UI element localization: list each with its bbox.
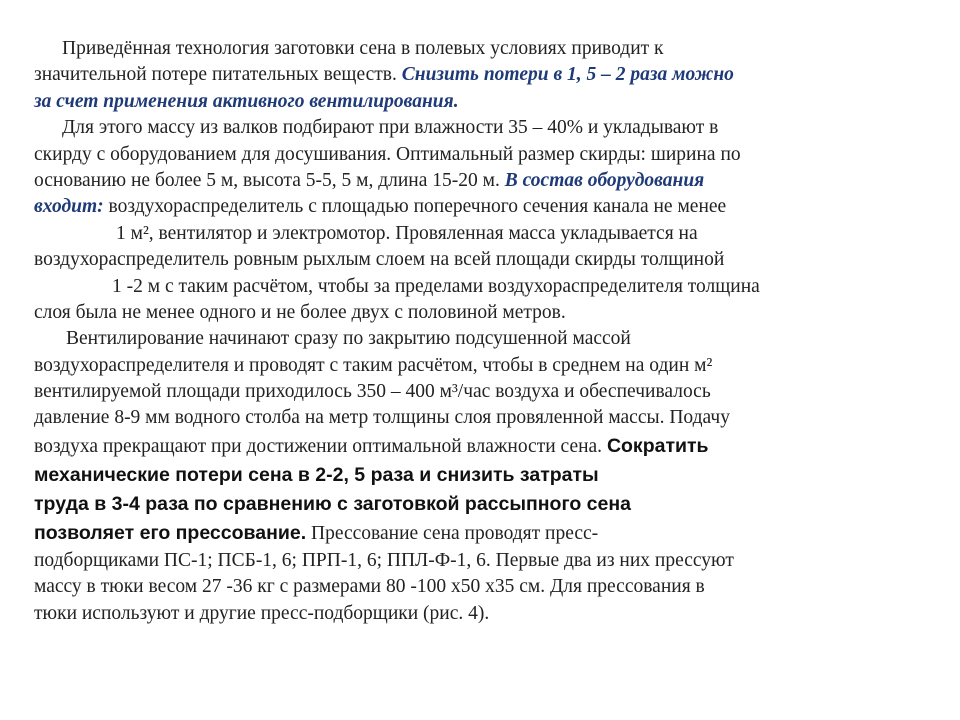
text-run: воздухораспределитель с площадью поперечного сечения канала не менее xyxy=(103,196,727,218)
text-run: основанию не более 5 м, высота 5-5, 5 м, длина 15-20 м. xyxy=(34,169,505,191)
paragraph-3-line-2 xyxy=(34,353,914,379)
text-run: тюки используют и другие пресс-подборщики (рис. 4). xyxy=(34,602,490,624)
paragraph-3-line-9 xyxy=(34,548,914,574)
text-run: слоя была не менее одного и не более двух с половиной метров. xyxy=(34,301,566,323)
paragraph-2-line-1 xyxy=(34,115,914,141)
bold-emphasis-text: труда в 3-4 раза по сравнению с заготовкой рассыпного сена xyxy=(34,492,631,515)
paragraph-3-line-4 xyxy=(34,405,914,431)
paragraph-3-line-11 xyxy=(34,601,914,627)
paragraph-3-line-6 xyxy=(34,461,914,490)
paragraph-2-line-3 xyxy=(34,168,914,194)
emphasis-text: входит: xyxy=(34,196,104,218)
text-run: вентилируемой площади приходилось 350 – 400 м³/час воздуха и обеспечивалось xyxy=(34,381,711,403)
paragraph-2-line-5 xyxy=(34,221,914,247)
text-run: воздухораспределителя и проводят с таким расчётом, чтобы в среднем на один м² xyxy=(34,354,713,376)
text-run: подборщиками ПС-1; ПСБ-1, 6; ПРП-1, 6; ППЛ-Ф-1, 6. Первые два из них прессуют xyxy=(34,549,734,571)
emphasis-text: В состав оборудования xyxy=(504,169,705,191)
text-run: Приведённая технология заготовки сена в полевых условиях приводит к xyxy=(62,38,664,59)
text-run: давление 8-9 мм водного столба на метр толщины слоя провяленной массы. Подачу xyxy=(34,407,730,429)
paragraph-3-line-10 xyxy=(34,574,914,600)
paragraph-2-line-8 xyxy=(34,300,914,326)
bold-emphasis-text: позволяет его прессование. xyxy=(34,521,307,544)
body-text xyxy=(34,36,914,627)
text-run: Вентилирование начинают сразу по закрытию подсушенной массой xyxy=(66,328,631,350)
paragraph-1-line-3 xyxy=(34,89,914,115)
paragraph-3-line-8 xyxy=(34,519,914,548)
paragraph-2-line-6 xyxy=(34,247,914,273)
text-run: воздухораспределитель ровным рыхлым слоем на всей площади скирды толщиной xyxy=(34,249,725,271)
paragraph-1-line-2 xyxy=(34,62,914,88)
bold-emphasis-text: механические потери сена в 2-2, 5 раза и снизить затраты xyxy=(34,463,599,486)
paragraph-3-line-5 xyxy=(34,432,914,461)
bold-emphasis-text: Сократить xyxy=(606,434,709,457)
text-run: воздуха прекращают при достижении оптимальной влажности сена. xyxy=(34,435,607,457)
paragraph-2-line-2 xyxy=(34,142,914,168)
paragraph-3-line-3 xyxy=(34,379,914,405)
text-run: массу в тюки весом 27 -36 кг с размерами 80 -100 х50 х35 см. Для прессования в xyxy=(34,576,705,598)
paragraph-2-line-7 xyxy=(34,274,914,300)
paragraph-1-line-1 xyxy=(34,36,914,62)
paragraph-2-line-4 xyxy=(34,194,914,220)
paragraph-3-line-1 xyxy=(34,326,914,352)
text-run: значительной потере питательных веществ. xyxy=(34,64,402,86)
emphasis-text: Снизить потери в 1, 5 – 2 раза можно xyxy=(401,64,734,86)
paragraph-3-line-7 xyxy=(34,490,914,519)
text-run: 1 -2 м с таким расчётом, чтобы за пределами воздухораспределителя толщина xyxy=(112,275,760,297)
text-run: 1 м², вентилятор и электромотор. Провяленная масса укладывается на xyxy=(116,222,698,244)
text-run: Для этого массу из валков подбирают при влажности 35 – 40% и укладывают в xyxy=(62,117,719,139)
text-run: скирду с оборудованием для досушивания. Оптимальный размер скирды: ширина по xyxy=(34,143,741,165)
emphasis-text: за счет применения активного вентилирования. xyxy=(34,90,459,112)
text-run: Прессование сена проводят пресс- xyxy=(306,522,599,544)
